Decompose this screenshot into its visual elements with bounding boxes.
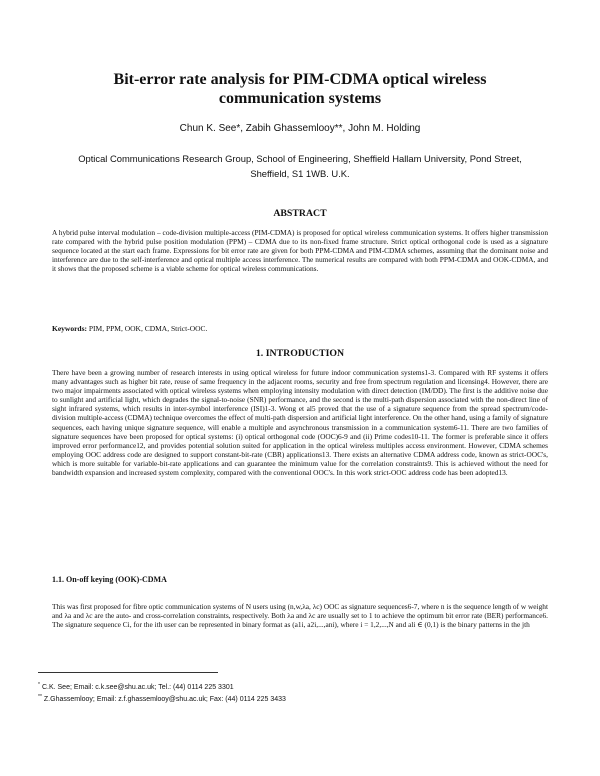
paper-title: Bit-error rate analysis for PIM-CDMA optical wireless communication systems bbox=[113, 71, 487, 107]
keywords-value: PIM, PPM, OOK, CDMA, Strict-OOC. bbox=[88, 324, 208, 333]
subsection-text: This was first proposed for fibre optic communication systems of N users using (n,w,λa, λc) OOC as signature sequences6-7, where n is the sequence length of w weight and λa and λc are the auto- and cross-correlation constraints, respectively. Both λa and λc are usually set to 1 to achieve the optimum bit error rate (BER) performance6. The signature sequence Ci, for the ith user can be represented in binary format as (a1i, a2i,...,ani), where i = 1,2,...,N and ali ∈ (0,1) is the binary patterns in the jth bbox=[52, 602, 548, 630]
introduction-heading: 1. INTRODUCTION bbox=[255, 348, 345, 359]
footnote-1-text: C.K. See; Email: c.k.see@shu.ac.uk; Tel.: (44) 0114 225 3301 bbox=[41, 684, 234, 691]
footnote-1-mark: * bbox=[38, 682, 40, 688]
footnote-2-mark: ** bbox=[38, 694, 42, 700]
abstract-text: A hybrid pulse interval modulation – code-division multiple-access (PIM-CDMA) is proposed for optical wireless communication systems. It offers higher transmission rate compared with the hybrid pulse position modulation (PPM) – CDMA due to its non-fixed frame structure. Strict optical orthogonal code is used as a signature sequence located at the start each frame. Expressions for bit error rate are given for both PPM-CDMA and PIM-CDMA schemes, assuming that the dominant noise and interference are due to the self-interference and optical multiple access interference. The numerical results are compared with both PPM-CDMA and OOK-CDMA, and it shows that the proposed scheme is a viable scheme for optical wireless communications. bbox=[52, 228, 548, 274]
author-list: Chun K. See*, Zabih Ghassemlooy**, John M. Holding bbox=[179, 123, 421, 134]
affiliation: Optical Communications Research Group, School of Engineering, Sheffield Hallam University, Pond Street, Sheffield, S1 1WB. U.K. bbox=[78, 153, 522, 179]
introduction-text: There have been a growing number of research interests in using optical wireless for future indoor communication systems1-3. Compared with RF systems it offers many advantages such as higher bit rate, reuse of same frequency in the adjacent rooms, security and free from spectrum regulation and licensing4. However, there are two major impairments associated with optical wireless systems when employing intensity modulation with direct detection (IM/DD). The first is the additive noise due to sunlight and artificial light, which degrades the signal-to-noise (SNR) performance, and the second is the multi-path dispersion associated with the non-direct line of sight infrared systems, which results in inter-symbol interference (ISI)1-3. Wong et al5 proved that the use of a signature sequence from the spread spectrum/code-division multiple-access (CDMA) technique overcomes the effect of multi-path dispersion and artificial light interference. On the other hand, using a family of signature sequences, each having unique signature sequence, will enable a multiple and asynchronous transmission in a communication system6-11. There are two families of signature sequences have been proposed for optical systems: (i) optical orthogonal code (OOC)6-9 and (ii) Prime codes10-11. The former is preferable since it offers improved error performance12, and provides potential solution suited for application in the optical wireless multiples access environment. However, CDMA schemes employing OOC address code are designed to support constant-bit-rate (CBR) applications13. There exists an alternative CDMA address code, known as strict-OOC's, which is more suitable for variable-bit-rate applications and can guarantee the minimum value for the correlation constraints9. This is achieved without the need for bandwidth expansion and increased system complexity, compared with the conventional OOC's. In this work strict-OOC address code has been adopted13. bbox=[52, 368, 548, 478]
abstract-heading: ABSTRACT bbox=[273, 208, 327, 219]
subsection-heading: 1.1. On-off keying (OOK)-CDMA bbox=[52, 575, 167, 584]
footnote-2 bbox=[38, 696, 286, 703]
keywords bbox=[52, 324, 207, 333]
footnote-divider bbox=[38, 672, 218, 673]
keywords-label: Keywords: bbox=[52, 324, 87, 333]
footnote-1 bbox=[38, 684, 234, 691]
footnote-2-text: Z.Ghassemlooy; Email: z.f.ghassemlooy@shu.ac.uk; Fax: (44) 0114 225 3433 bbox=[43, 696, 286, 703]
